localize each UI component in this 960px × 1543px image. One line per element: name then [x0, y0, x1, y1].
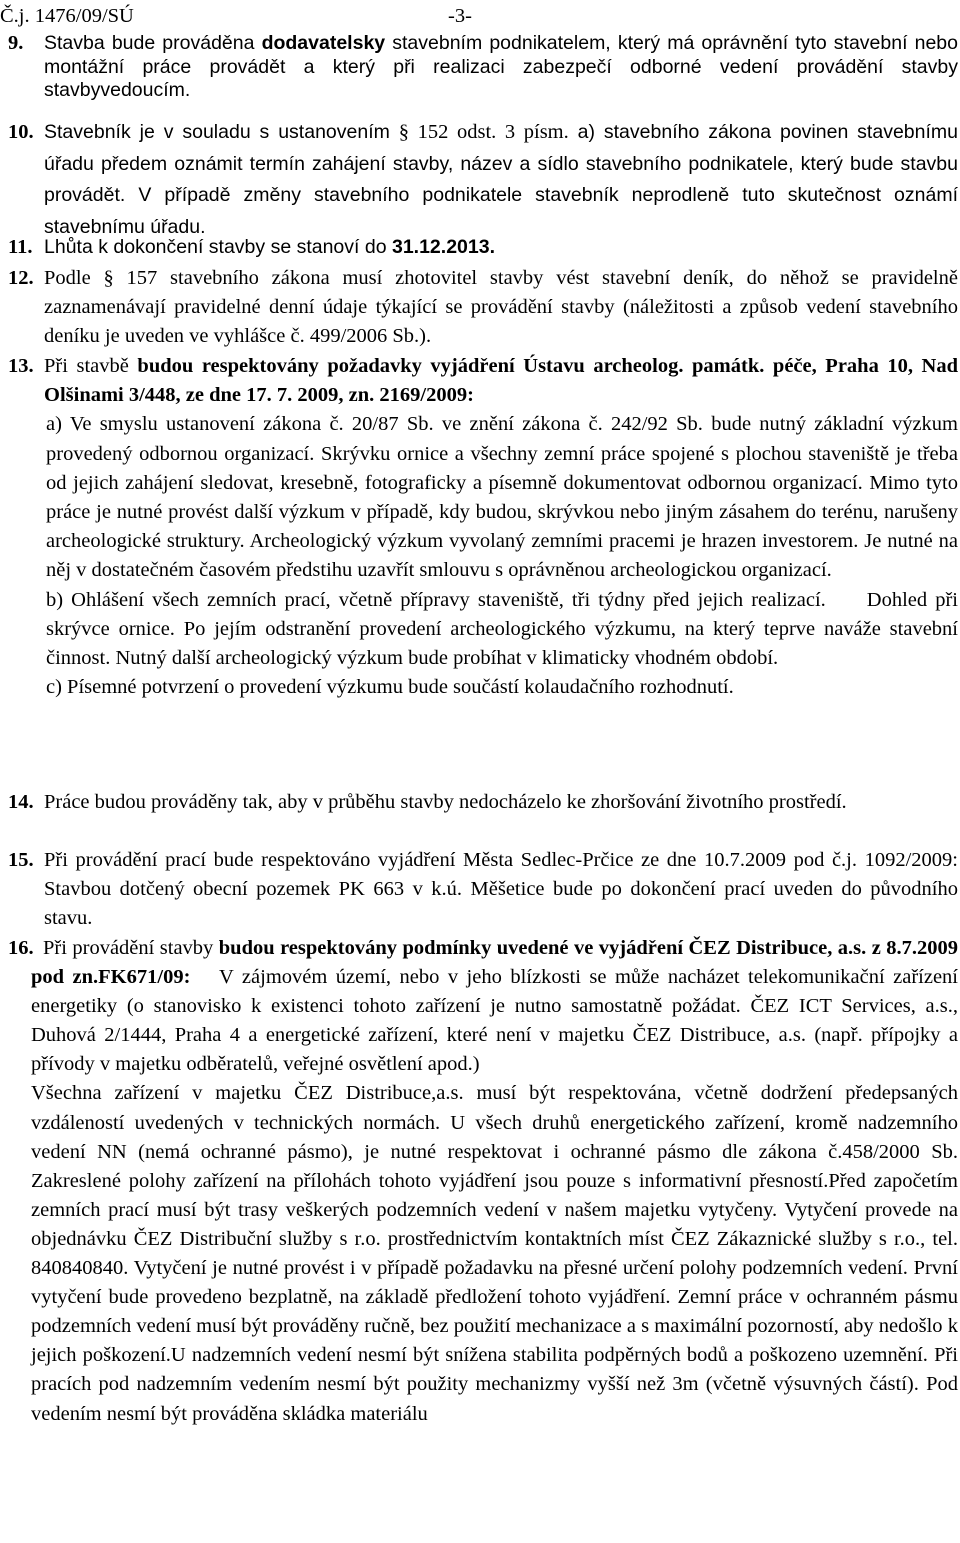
reference-number: Č.j. 1476/09/SÚ: [0, 5, 134, 27]
item-number: 9.: [8, 32, 24, 54]
item-number: 16.: [8, 937, 34, 959]
item-text: Lhůta k dokončení stavby se stanoví do 31.12.2013.: [44, 236, 495, 258]
condition-14: [0, 788, 958, 817]
item-text: Při provádění stavby budou respektovány podmínky uvedené ve vyjádření ČEZ Distribuce, a.s. z 8.7.2009 pod zn.FK671/09: V zájmovém území, nebo v jeho blízkosti se může nacházet telekomunikační zařízení energetiky (o stanovisko k existenci tohoto zařízení je nutno samostatně požádat. ČEZ ICT Services, a.s., Duhová 2/1444, Praha 4 a energetické zařízení, které není v majetku ČEZ Distribuce, a.s. (např. přípojky a přívody v majetku odběratelů, veřejné osvětlení apod.): [31, 937, 958, 1076]
item-text: Práce budou prováděny tak, aby v průběhu stavby nedocházelo ke zhoršování životního prostředí.: [44, 791, 847, 813]
item-number: 15.: [8, 849, 34, 871]
item-number: 14.: [8, 791, 34, 813]
final-paragraph: Všechna zařízení v majetku ČEZ Distribuce,a.s. musí být respektována, včetně dodržení předepsaných vzdáleností uvedených v technických normách. U všech druhů energetického zařízení, kromě nadzemního vedení NN (nemá ochranné pásmo), je nutné respektovat i ochranné pásmo dle zákona č.458/2000 Sb. Zakreslené polohy zařízení na přílohách tohoto vyjádření jsou pouze s informativní přesností.Před započetím zemních prací musí být trasy veškerých podzemních vedení v našem majetku vytyčeny. Vytyčení provede na objednávku ČEZ Distribuční služby s r.o. prostřednictvím kontaktních míst ČEZ Zákaznické služby s r.o., tel. 840840840. Vytyčení je nutné provést i v případě požadavku na přesné určení polohy podzemních vedení. První vytyčení bude provedeno bezplatně, na základě předložení tohoto vyjádření. Zemní práce v ochranném pásmu podzemních vedení musí být prováděny ručně, bez použití mechanizace a s maximální pozorností, aby nedošlo k jejich poškození.U nadzemních vedení nesmí být snížena stabilita podpěrných bodů a poškozeno uzemnění. Při pracích pod nadzemním vedením nesmí být použity mechanizmy vyšší než 3m (včetně výsuvných částí). Pod vedením nesmí být prováděna skládka materiálu: [31, 1082, 958, 1425]
condition-16: [0, 934, 958, 1429]
page-number: -3-: [448, 5, 472, 27]
item-13-point-c: c) Písemné potvrzení o provedení výzkumu bude součástí kolaudačního rozhodnutí.: [46, 676, 734, 699]
condition-9: [0, 32, 958, 103]
condition-10: [0, 117, 958, 243]
section-sign: §: [103, 267, 114, 289]
item-text: Stavba bude prováděna dodavatelsky stavebním podnikatelem, který má oprávnění tyto stavební nebo montážní práce provádět a který při realizaci zabezpečí odborné vedení provádění stavby stavbyvedoucím.: [44, 32, 958, 101]
item-number: 11.: [8, 236, 33, 258]
condition-11: [0, 233, 958, 262]
item-text: Při stavbě budou respektovány požadavky vyjádření Ústavu archeolog. památk. péče, Praha 10, Nad Olšinami 3/448, ze dne 17. 7. 2009, zn. 2169/2009:: [44, 355, 959, 407]
section-sign: §: [398, 121, 410, 143]
condition-13: [0, 352, 958, 702]
item-number: 13.: [8, 355, 34, 377]
item-number: 10.: [8, 121, 34, 143]
condition-15: [0, 846, 958, 933]
item-13-point-b: b) Ohlášení všech zemních prací, včetně přípravy staveniště, tři týdny před jejich realizací. Dohled při skrývce ornice. Po jejím odstranění provedení archeologického výzkumu, na který teprve naváže stavební činnost. Nutný další archeologický výzkum bude probíhat v klimaticky vhodném období.: [46, 588, 958, 670]
item-text: Při provádění prací bude respektováno vyjádření Města Sedlec-Prčice ze dne 10.7.2009 pod č.j. 1092/2009: Stavbou dotčený obecní pozemek PK 663 v k.ú. Měšetice bude po dokončení prací uveden do původního stavu.: [44, 849, 958, 929]
item-text: Podle § 157 stavebního zákona musí zhotovitel stavby vést stavební deník, do něhož se pravidelně zaznamenávají pravidelné denní údaje týkající se provádění stavby (náležitosti a způsob vedení stavebního deníku je uveden ve vyhlášce č. 499/2006 Sb.).: [44, 267, 958, 347]
condition-12: [0, 264, 958, 351]
item-text: Stavebník je v souladu s ustanovením § 152 odst. 3 písm. a) stavebního zákona povinen stavebnímu úřadu předem oznámit termín zahájení stavby, název a sídlo stavebního podnikatele, který bude stavbu provádět. V případě změny stavebního podnikatele stavebník neprodleně tuto skutečnost oznámí stavebnímu úřadu.: [44, 121, 958, 238]
item-13-point-a: a) Ve smyslu ustanovení zákona č. 20/87 Sb. ve znění zákona č. 242/92 Sb. bude nutný základní výzkum provedený odbornou organizací. Skrývku ornice a všechny zemní práce spojené s plochou staveniště je třeba od jejich zahájení sledovat, kresebně, fotograficky a písemně dokumentovat odbornou organizací. Mimo tyto práce je nutné provést další výzkum v případě, kdy budou, skrývkou nebo jiným zásahem do terénu, narušeny archeologické struktury. Archeologický výzkum vyvolaný zemními pracemi je hrazen investorem. Je nutné na něj v dostatečném časovém předstihu uzavřít smlouvu s oprávněnou archeologickou organizací.: [46, 413, 958, 582]
item-number: 12.: [8, 267, 34, 289]
